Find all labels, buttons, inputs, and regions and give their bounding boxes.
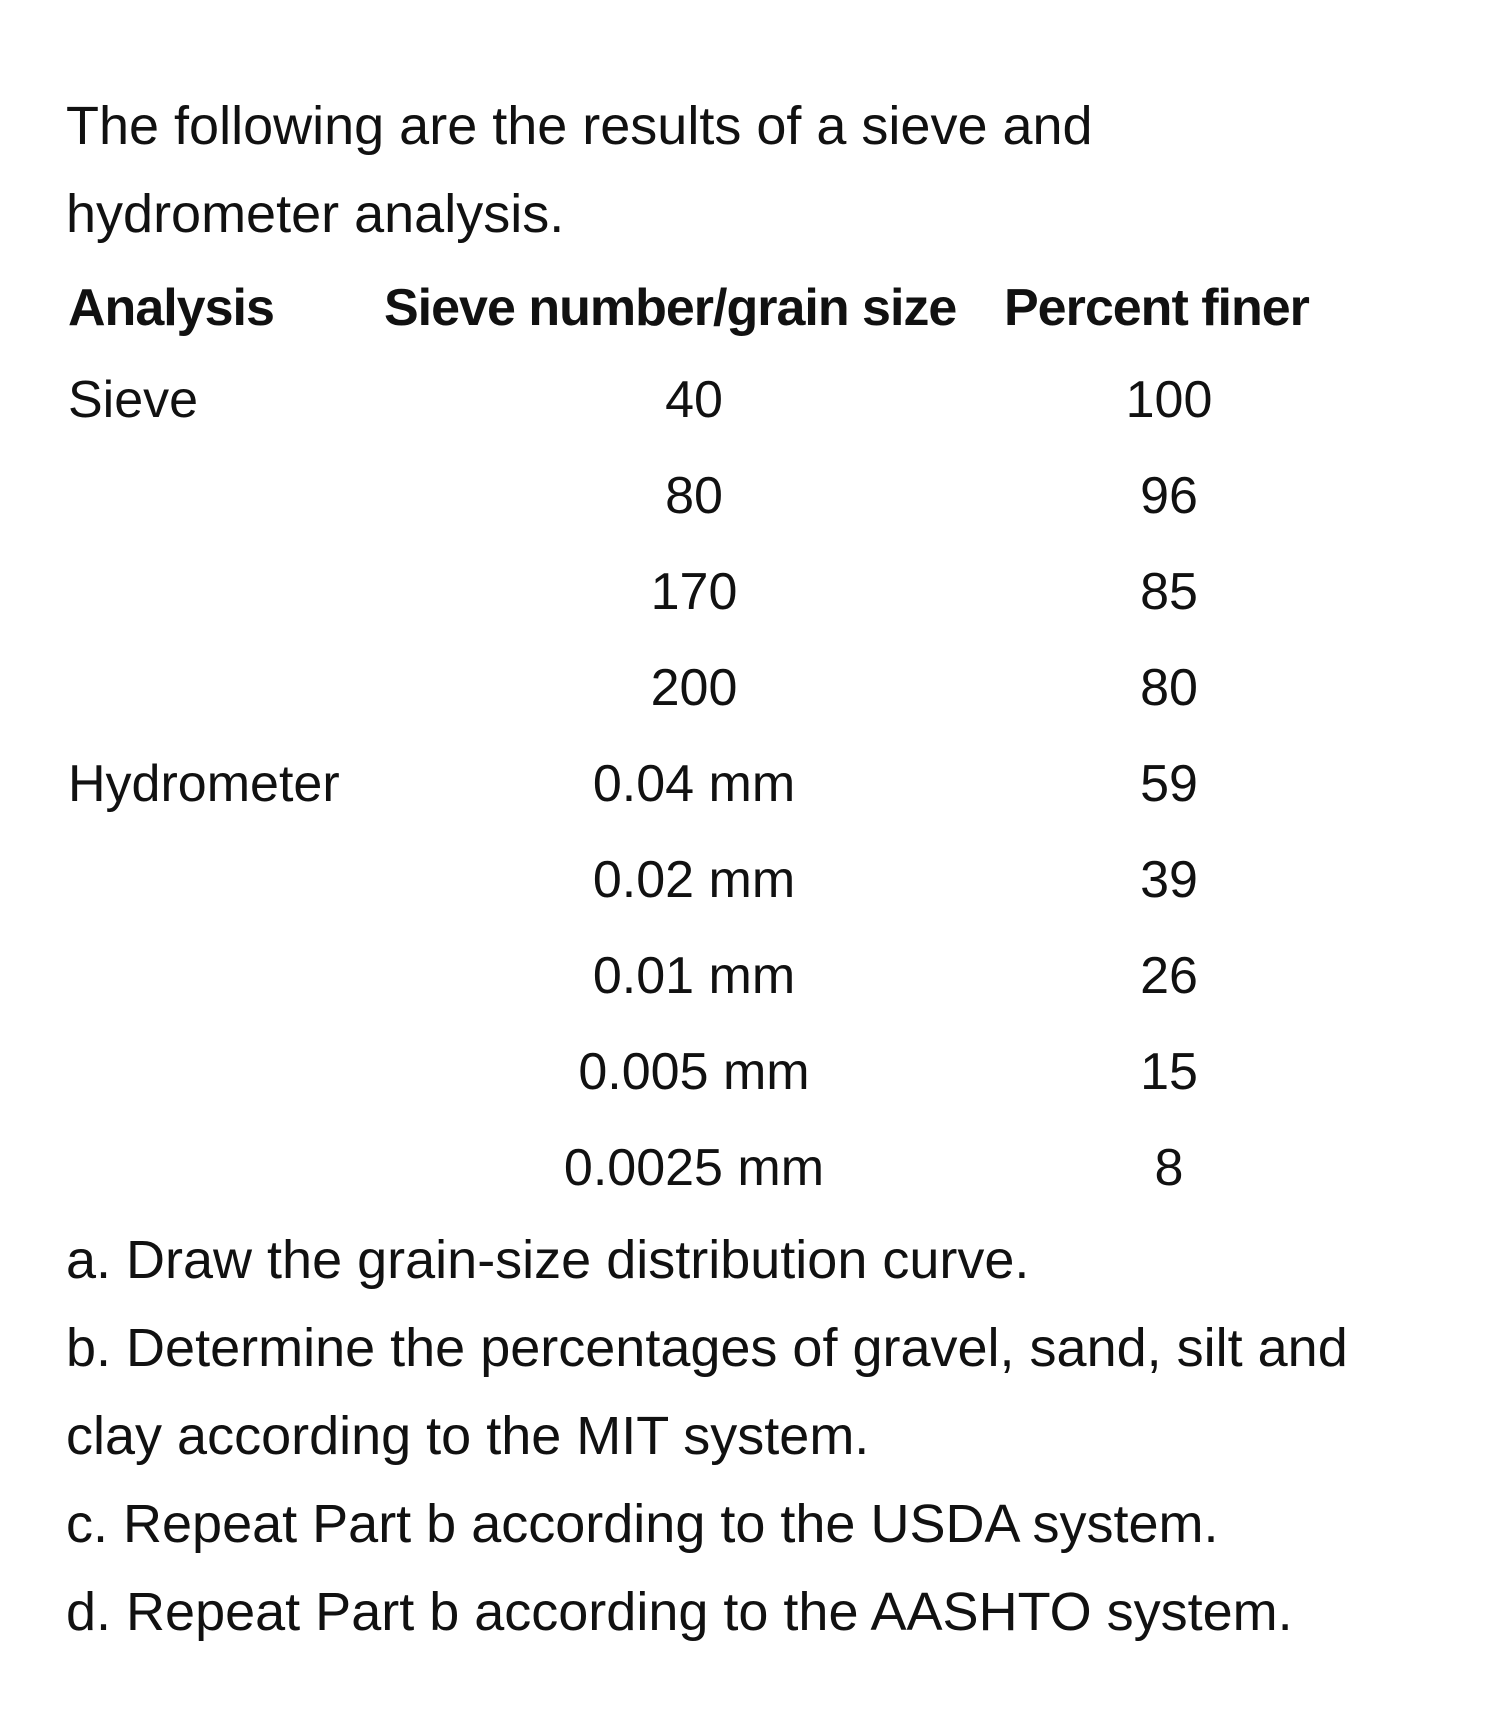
cell-analysis xyxy=(68,928,384,1024)
cell-percent-finer: 80 xyxy=(1140,659,1198,717)
cell-percent-finer: 8 xyxy=(1154,1139,1184,1197)
cell-percent-finer: 100 xyxy=(1125,371,1213,429)
cell-analysis xyxy=(68,832,384,928)
cell-size: 200 xyxy=(650,659,738,717)
table-row xyxy=(68,832,1334,928)
cell-analysis xyxy=(68,1024,384,1120)
table-row xyxy=(68,1024,1334,1120)
table-header-row xyxy=(68,264,1334,352)
sieve-hydrometer-table xyxy=(68,264,1334,1216)
cell-size: 0.04 mm xyxy=(592,755,796,813)
cell-size: 170 xyxy=(650,563,738,621)
table-row xyxy=(68,352,1334,448)
table-row xyxy=(68,448,1334,544)
cell-analysis xyxy=(68,640,384,736)
cell-size: 40 xyxy=(665,371,723,429)
table-row xyxy=(68,928,1334,1024)
cell-percent-finer: 39 xyxy=(1140,851,1198,909)
task-b: b. Determine the percentages of gravel, sand, silt and clay according to the MIT system. xyxy=(66,1318,1348,1466)
table-row xyxy=(68,640,1334,736)
cell-size: 0.01 mm xyxy=(592,947,796,1005)
header-analysis: Analysis xyxy=(68,279,274,337)
task-list xyxy=(66,1216,1446,1656)
cell-analysis: Hydrometer xyxy=(68,755,340,813)
header-percent-finer: Percent finer xyxy=(1004,279,1309,337)
table-row xyxy=(68,1120,1334,1216)
cell-percent-finer: 59 xyxy=(1140,755,1198,813)
table-row xyxy=(68,544,1334,640)
cell-size: 0.0025 mm xyxy=(563,1139,825,1197)
cell-percent-finer: 96 xyxy=(1140,467,1198,525)
cell-size: 80 xyxy=(665,467,723,525)
table-row xyxy=(68,736,1334,832)
cell-size: 0.02 mm xyxy=(592,851,796,909)
problem-statement xyxy=(66,82,1446,1656)
cell-analysis xyxy=(68,1120,384,1216)
cell-analysis: Sieve xyxy=(68,371,199,429)
task-a: a. Draw the grain-size distribution curve. xyxy=(66,1230,1030,1290)
cell-size: 0.005 mm xyxy=(578,1043,810,1101)
cell-percent-finer: 15 xyxy=(1140,1043,1198,1101)
intro-text: The following are the results of a sieve and hydrometer analysis. xyxy=(66,96,1093,244)
cell-analysis xyxy=(68,544,384,640)
cell-percent-finer: 85 xyxy=(1140,563,1198,621)
task-d: d. Repeat Part b according to the AASHTO system. xyxy=(66,1582,1293,1642)
cell-percent-finer: 26 xyxy=(1140,947,1198,1005)
header-sieve-number-grain-size: Sieve number/grain size xyxy=(384,279,957,337)
task-c: c. Repeat Part b according to the USDA system. xyxy=(66,1494,1219,1554)
cell-analysis xyxy=(68,448,384,544)
